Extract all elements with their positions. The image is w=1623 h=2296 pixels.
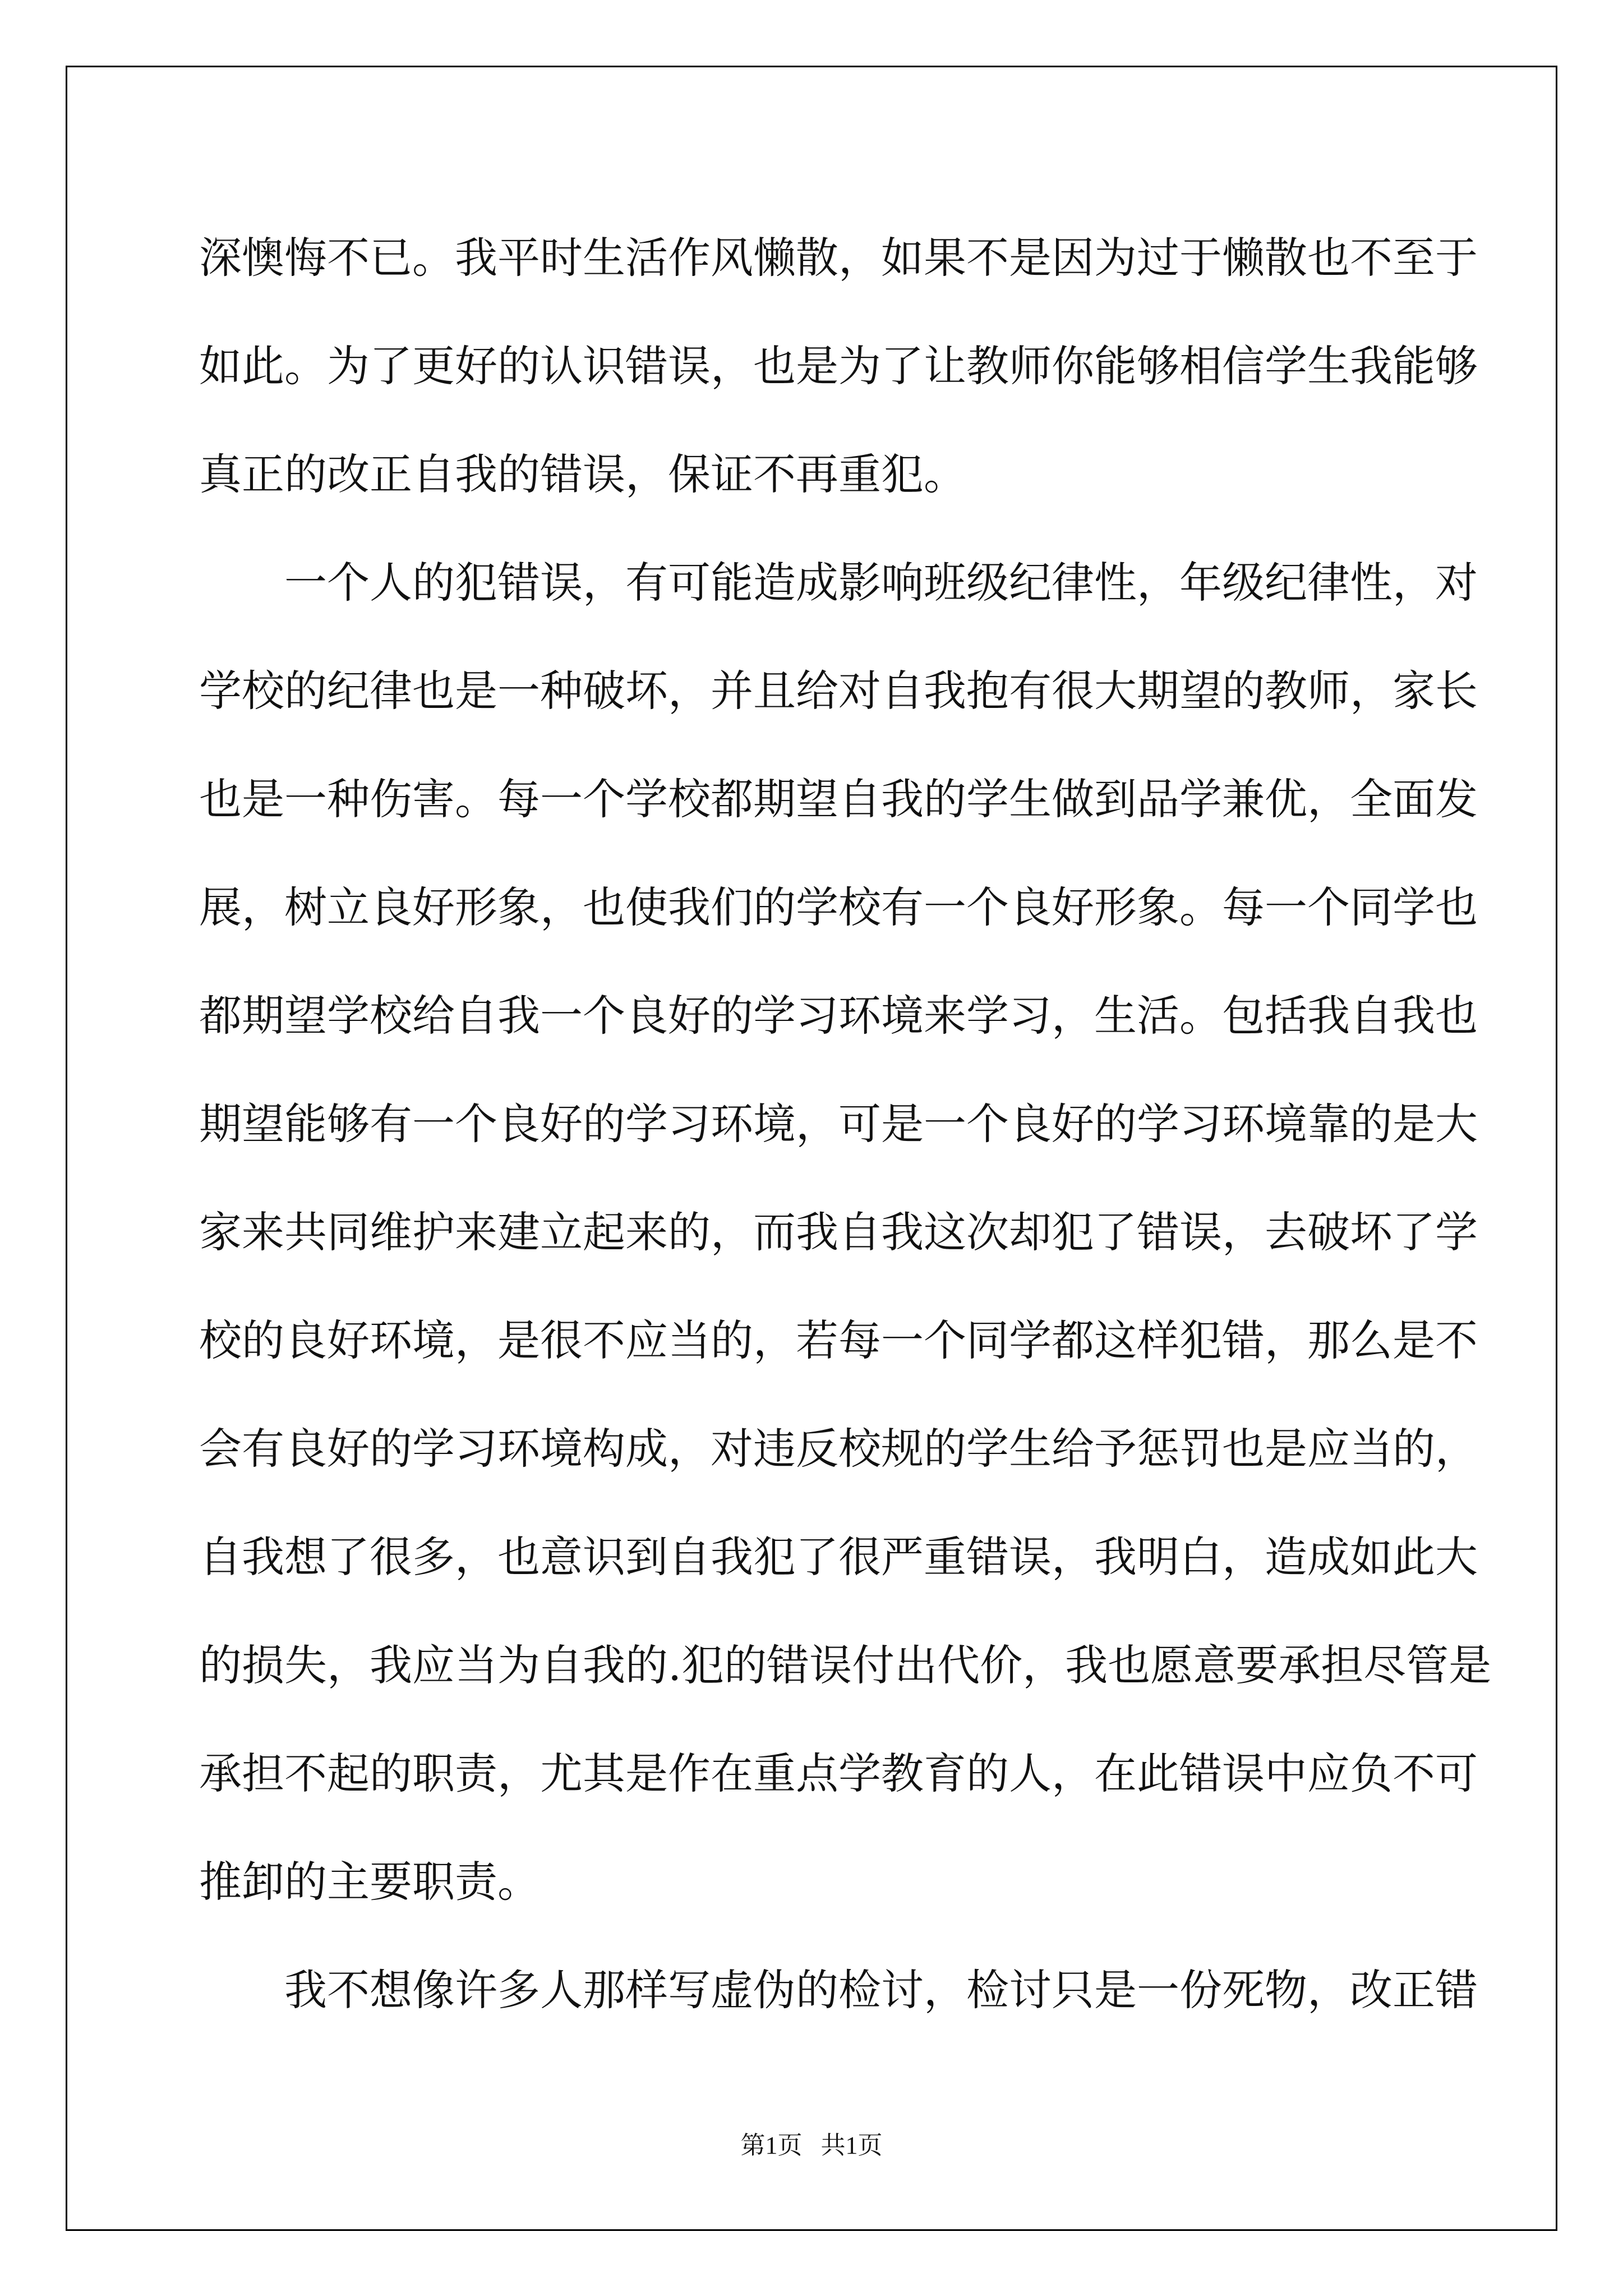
text-line: 承担不起的职责，尤其是作在重点学教育的人，在此错误中应负不可 <box>199 1749 1478 1798</box>
text-line: 我不想像许多人那样写虚伪的检讨，检讨只是一份死物，改正错 <box>284 1965 1478 2015</box>
text-line: 推卸的主要职责。 <box>199 1857 540 1907</box>
text-line: 都期望学校给自我一个良好的学习环境来学习，生活。包括我自我也 <box>199 991 1478 1041</box>
paragraph-2 <box>199 528 1492 1936</box>
text-line: 一个人的犯错误，有可能造成影响班级纪律性，年级纪律性，对 <box>284 558 1478 608</box>
paragraph-1 <box>199 204 1478 528</box>
document-body <box>199 204 1492 2044</box>
text-line: 会有良好的学习环境构成，对违反校规的学生给予惩罚也是应当的， <box>199 1424 1478 1474</box>
paragraph-3 <box>199 1936 1478 2044</box>
text-line: 也是一种伤害。每一个学校都期望自我的学生做到品学兼优，全面发 <box>199 774 1478 824</box>
text-line: 深懊悔不已。我平时生活作风懒散，如果不是因为过于懒散也不至于 <box>199 233 1478 283</box>
text-line: 家来共同维护来建立起来的，而我自我这次却犯了错误，去破坏了学 <box>199 1207 1478 1257</box>
text-line: 真正的改正自我的错误，保证不再重犯。 <box>199 449 966 499</box>
text-line: 的损失，我应当为自我的.犯的错误付出代价，我也愿意要承担尽管是 <box>199 1640 1492 1690</box>
text-line: 展，树立良好形象，也使我们的学校有一个良好形象。每一个同学也 <box>199 882 1478 932</box>
text-line: 如此。为了更好的认识错误，也是为了让教师你能够相信学生我能够 <box>199 341 1478 391</box>
text-line: 期望能够有一个良好的学习环境，可是一个良好的学习环境靠的是大 <box>199 1099 1478 1149</box>
text-line: 校的良好环境，是很不应当的，若每一个同学都这样犯错，那么是不 <box>199 1315 1478 1365</box>
page-footer: 第1页 共1页 <box>740 2132 883 2159</box>
text-line: 自我想了很多，也意识到自我犯了很严重错误，我明白，造成如此大 <box>199 1532 1478 1582</box>
text-line: 学校的纪律也是一种破坏，并且给对自我抱有很大期望的教师，家长 <box>199 666 1478 716</box>
